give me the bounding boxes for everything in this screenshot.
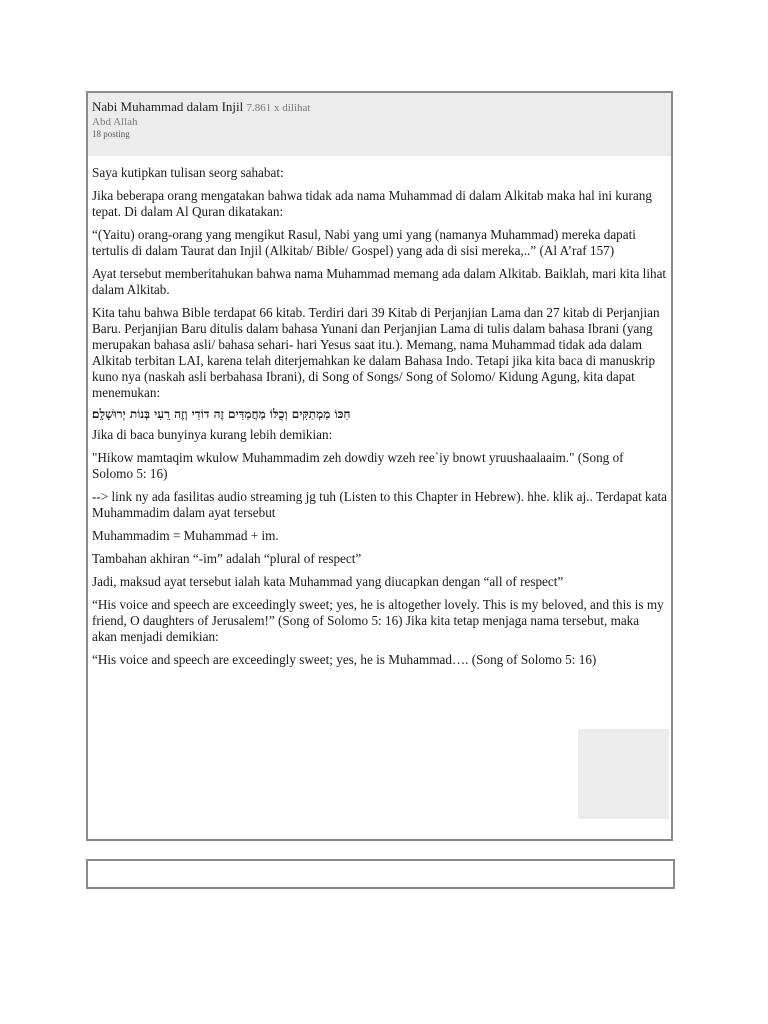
paragraph: Muhammadim = Muhammad + im. — [92, 528, 279, 543]
footer-box — [86, 859, 675, 889]
paragraph: --> link ny ada fasilitas audio streaming jg tuh (Listen to this Chapter in Hebrew). hhe. klik aj.. Terdapat kata Muhammadim dalam ayat tersebut — [92, 489, 668, 520]
paragraph: “His voice and speech are exceedingly sweet; yes, he is altogether lovely. This is my beloved, and this is my friend, O daughters of Jerusalem!” (Song of Solomo 5: 16) Jika kita tetap menjaga nama tersebut, maka akan menjadi demikian: — [92, 597, 664, 644]
author-name[interactable]: Abd Allah — [92, 116, 138, 128]
ad-placeholder — [578, 729, 669, 819]
title-line — [92, 99, 667, 116]
paragraph: Ayat tersebut memberitahukan bahwa nama Muhammad memang ada dalam Alkitab. Baiklah, mari kita lihat dalam Alkitab. — [92, 266, 667, 297]
paragraph: Jadi, maksud ayat tersebut ialah kata Muhammad yang diucapkan dengan “all of respect” — [92, 574, 564, 589]
paragraph: Jika beberapa orang mengatakan bahwa tidak ada nama Muhammad di dalam Alkitab maka hal ini kurang tepat. Di dalam Al Quran dikatakan: — [92, 188, 652, 219]
post-header — [88, 93, 671, 156]
paragraph: Tambahan akhiran “-im” adalah “plural of respect” — [92, 551, 362, 566]
paragraph: Saya kutipkan tulisan seorg sahabat: — [92, 165, 284, 180]
hebrew-verse: חִכּוֹ מַמְתַקִּים וְכֻלּוֹ מַחֲמַדִּים זֶה דוֹדִי וְזֶה רֵעִי בְּנוֹת יְרוּשָׁלִָם׃ — [92, 407, 351, 421]
paragraph: “(Yaitu) orang-orang yang mengikut Rasul, Nabi yang umi yang (namanya Muhammad) mereka dapati tertulis di dalam Taurat dan Injil (Alkitab/ Bible/ Gospel) yang ada di sisi mereka,..” (Al A’raf 157) — [92, 227, 636, 258]
paragraph: "Hikow mamtaqim wkulow Muhammadim zeh dowdiy wzeh ree`iy bnowt yruushaalaaim." (Song of Solomo 5: 16) — [92, 450, 624, 481]
post-count: 18 posting — [92, 129, 130, 139]
post-container — [86, 91, 673, 841]
post-title[interactable]: Nabi Muhammad dalam Injil — [92, 99, 244, 114]
paragraph: “His voice and speech are exceedingly sweet; yes, he is Muhammad…. (Song of Solomo 5: 16) — [92, 652, 597, 667]
paragraph: Jika di baca bunyinya kurang lebih demikian: — [92, 427, 333, 442]
view-count: 7.861 x dilihat — [246, 102, 311, 114]
post-body — [88, 156, 671, 668]
paragraph: Kita tahu bahwa Bible terdapat 66 kitab. Terdiri dari 39 Kitab di Perjanjian Lama dan 27 kitab di Perjanjian Baru. Perjanjian Baru ditulis dalam bahasa Yunani dan Perjanjian Lama di tulis dalam bahasa Ibrani (yang merupakan bahasa asli/ bahasa sehari- hari Yesus saat itu.). Memang, nama Muhammad tidak ada dalam Alkitab terbitan LAI, karena telah diterjemahkan ke dalam Bahasa Indo. Tetapi jika kita baca di manuskrip kuno nya (naskah asli berbahasa Ibrani), di Song of Songs/ Song of Solomo/ Kidung Agung, kita dapat menemukan: — [92, 305, 660, 400]
